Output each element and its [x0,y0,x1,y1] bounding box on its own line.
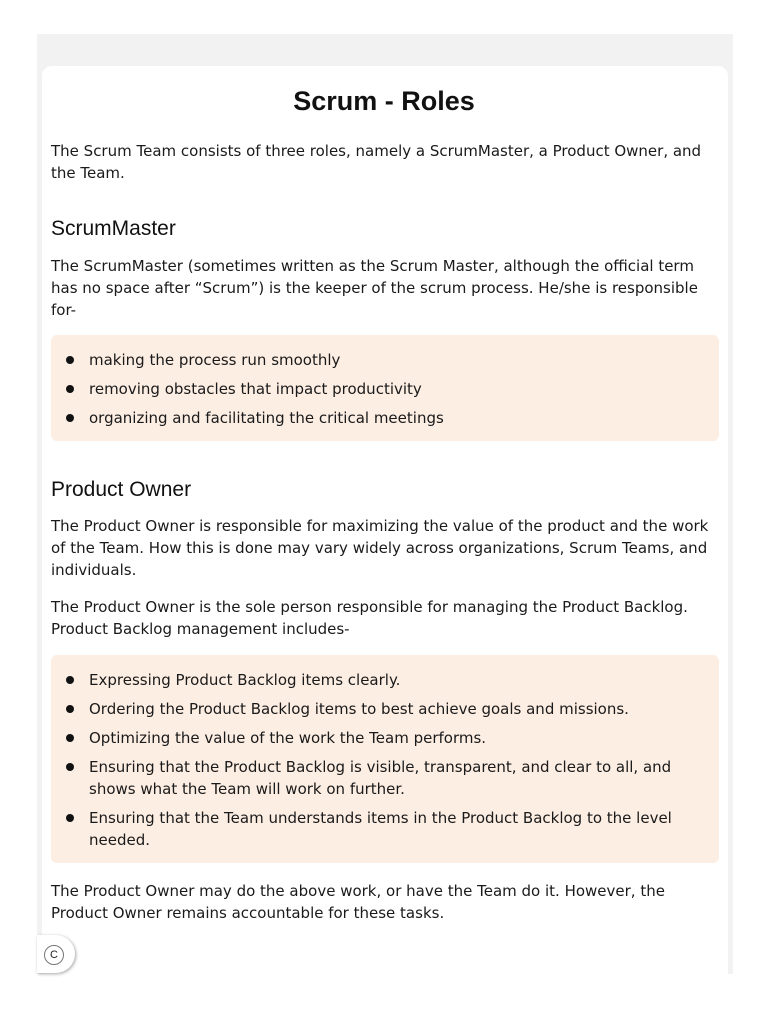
list-item-text: removing obstacles that impact productivity [89,380,422,398]
list-item [51,407,719,429]
list-item-text: Ordering the Product Backlog items to best achieve goals and missions. [89,700,629,718]
list-item-text: Ensuring that the Team understands items in the Product Backlog to the level needed. [89,809,672,849]
list-item [51,349,719,371]
bullet-icon [66,356,74,364]
bullet-icon [66,414,74,422]
list-item-text: Optimizing the value of the work the Team performs. [89,729,487,747]
product-owner-heading: Product Owner [51,478,192,501]
list-item [51,698,719,720]
list-item-text: Ensuring that the Product Backlog is visible, transparent, and clear to all, and shows what the Team will work on further. [89,758,672,798]
scrummaster-description: The ScrumMaster (sometimes written as the Scrum Master, although the official term has no space after “Scrum”) is the keeper of the scrum process. He/she is responsible for- [51,257,698,319]
product-owner-paragraph-2: The Product Owner is the sole person responsible for managing the Product Backlog. Product Backlog management includes- [51,598,688,638]
bullet-icon [66,705,74,713]
list-item-text: Expressing Product Backlog items clearly. [89,671,401,689]
intro-paragraph: The Scrum Team consists of three roles, namely a ScrumMaster, a Product Owner, and the Team. [51,142,702,182]
bullet-icon [66,814,74,822]
list-item [51,378,719,400]
bullet-icon [66,763,74,771]
list-item [51,727,719,749]
bullet-icon [66,385,74,393]
list-item [51,807,719,851]
list-item [51,669,719,691]
scrummaster-responsibilities [51,335,719,441]
list-item-text: making the process run smoothly [89,351,341,369]
floating-c-button[interactable] [37,935,75,973]
list-item-text: organizing and facilitating the critical meetings [89,409,444,427]
list-item [51,756,719,800]
bullet-icon [66,676,74,684]
scrummaster-heading: ScrumMaster [51,217,176,240]
product-owner-paragraph-3: The Product Owner may do the above work, or have the Team do it. However, the Product Owner remains accountable for these tasks. [51,882,665,922]
bullet-icon [66,734,74,742]
product-owner-paragraph-1: The Product Owner is responsible for maximizing the value of the product and the work of the Team. How this is done may vary widely across organizations, Scrum Teams, and individuals. [51,517,709,579]
page-title: Scrum - Roles [293,86,475,116]
copyright-c-icon: C [44,945,64,965]
backlog-management-list [51,655,719,863]
